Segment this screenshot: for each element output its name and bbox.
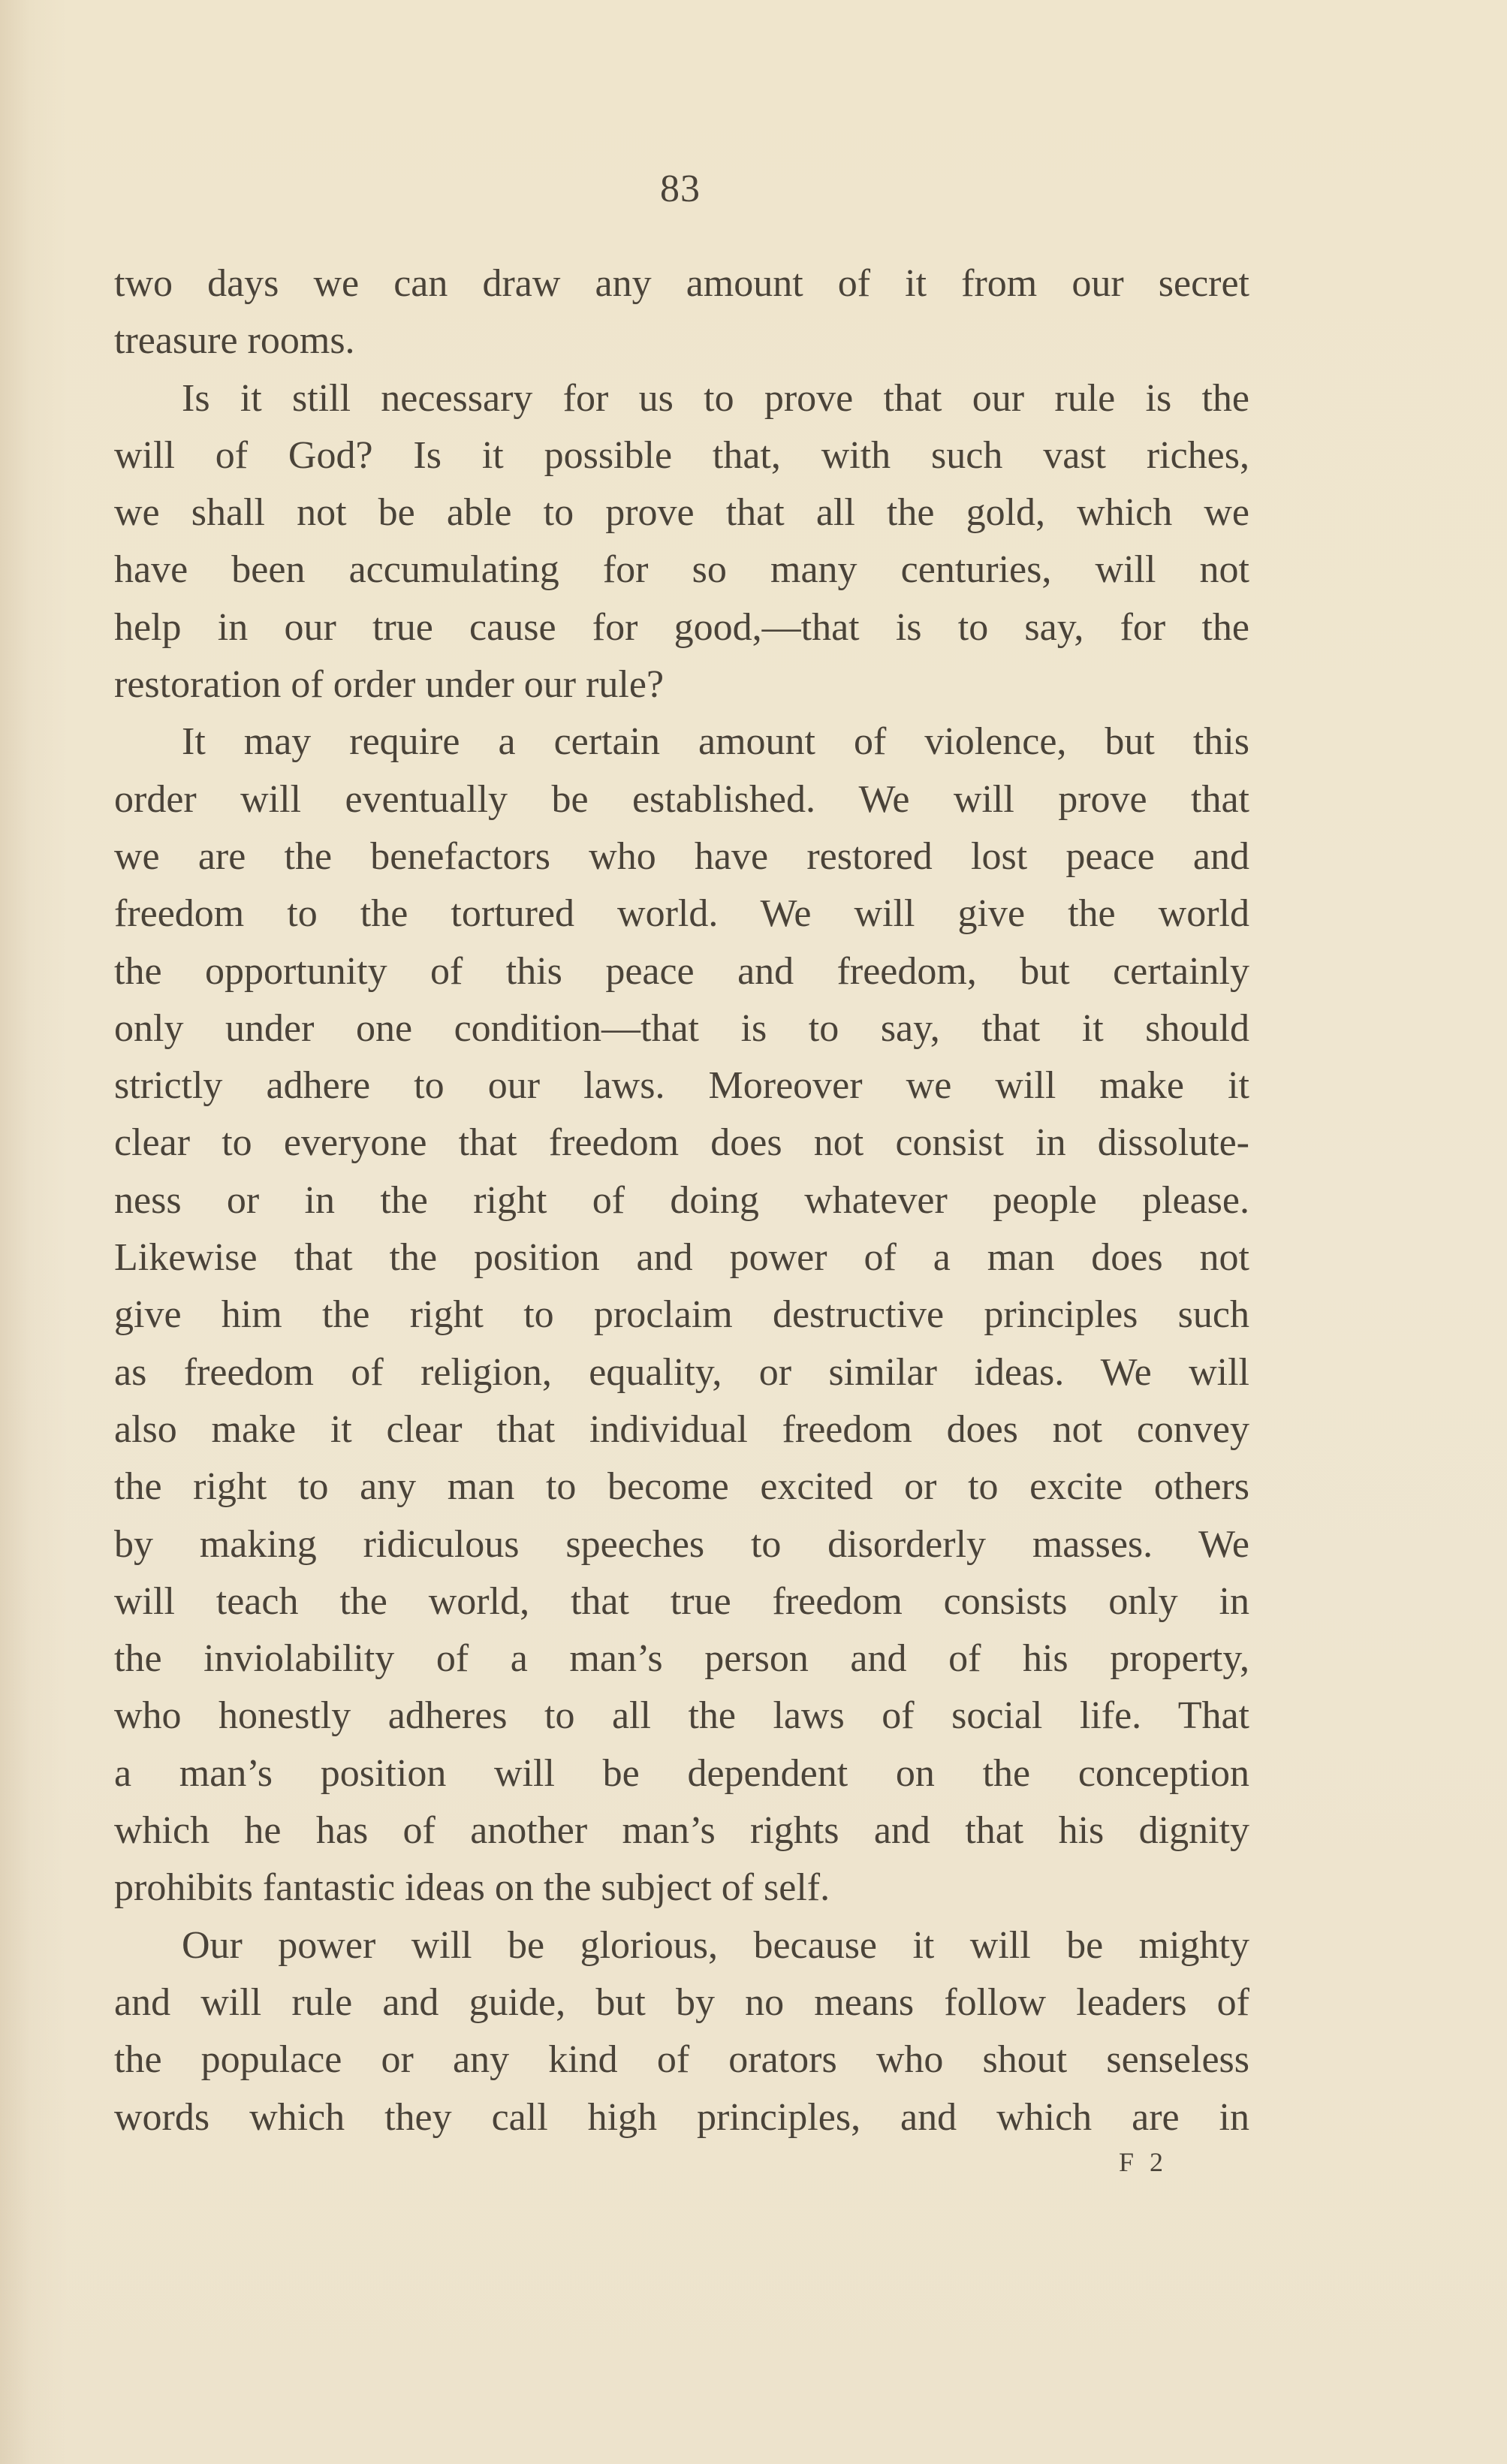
body-text	[114, 255, 1249, 2146]
text-line: strictly adhere to our laws. Moreover we will make it	[114, 1064, 1249, 1108]
text-line: the right to any man to become excited or to excite others	[114, 1465, 1249, 1509]
text-line: will teach the world, that true freedom consists only in	[114, 1579, 1249, 1623]
text-line: two days we can draw any amount of it from our secret	[114, 262, 1249, 305]
text-line: freedom to the tortured world. We will give the world	[114, 892, 1249, 936]
text-line: help in our true cause for good,—that is to say, for the	[114, 605, 1249, 649]
text-line: the populace or any kind of orators who shout senseless	[114, 2038, 1249, 2082]
text-line: a man’s position will be dependent on the conception	[114, 1751, 1249, 1795]
text-line: It may require a certain amount of violence, but this	[182, 720, 1249, 764]
text-line: restoration of order under our rule?	[114, 663, 665, 707]
signature-mark: F 2	[1119, 2147, 1168, 2177]
text-line: the inviolability of a man’s person and of his property,	[114, 1637, 1249, 1681]
text-line: ness or in the right of doing whatever people please.	[114, 1178, 1249, 1222]
text-line: give him the right to proclaim destructive principles such	[114, 1293, 1249, 1337]
text-line: clear to everyone that freedom does not consist in dissolute-	[114, 1121, 1249, 1165]
text-line: as freedom of religion, equality, or similar ideas. We will	[114, 1350, 1249, 1394]
text-line: Our power will be glorious, because it will be mighty	[182, 1923, 1249, 1967]
page-number: 83	[660, 167, 701, 210]
text-line: Likewise that the position and power of a man does not	[114, 1236, 1249, 1280]
text-line: the opportunity of this peace and freedom, but certainly	[114, 949, 1249, 993]
text-line: and will rule and guide, but by no means follow leaders of	[114, 1980, 1249, 2024]
text-line: will of God? Is it possible that, with such vast riches,	[114, 433, 1249, 477]
text-line: only under one condition—that is to say, that it should	[114, 1006, 1249, 1050]
text-line: also make it clear that individual freedom does not convey	[114, 1407, 1249, 1451]
text-line: who honestly adheres to all the laws of social life. That	[114, 1694, 1249, 1738]
text-line: words which they call high principles, and which are in	[114, 2095, 1249, 2139]
text-line: have been accumulating for so many centuries, will not	[114, 548, 1249, 592]
text-line: we are the benefactors who have restored lost peace and	[114, 834, 1249, 878]
text-line: prohibits fantastic ideas on the subject of self.	[114, 1866, 830, 1910]
text-line: by making ridiculous speeches to disorderly masses. We	[114, 1522, 1249, 1566]
text-line: order will eventually be established. We will prove that	[114, 777, 1249, 821]
text-line: which he has of another man’s rights and that his dignity	[114, 1809, 1249, 1853]
text-line: we shall not be able to prove that all the gold, which we	[114, 491, 1249, 535]
text-line: treasure rooms.	[114, 319, 355, 363]
text-line: Is it still necessary for us to prove that our rule is the	[182, 376, 1249, 420]
